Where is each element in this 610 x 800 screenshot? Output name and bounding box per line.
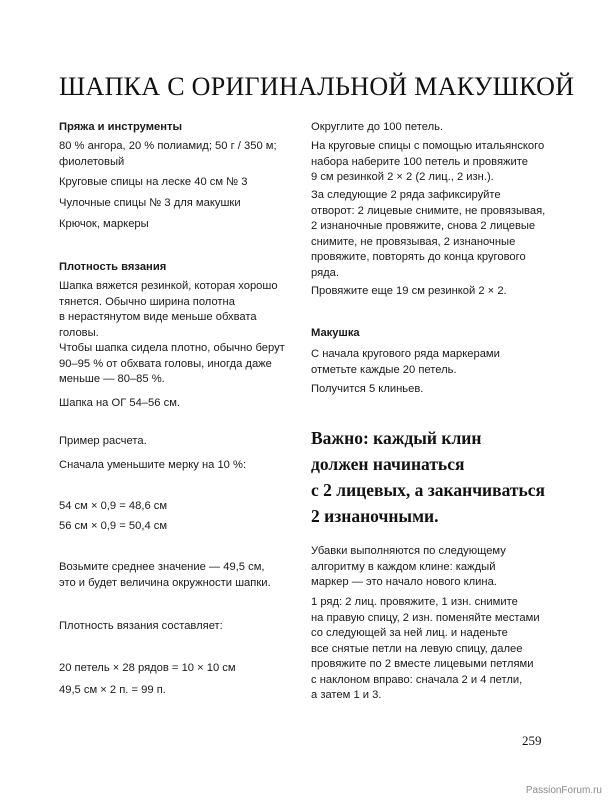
fix-edge-text: За следующие 2 ряда зафиксируйте отворот: 2 лицевые снимите, не провязывая, 2 изнаночные провяжите, снова 2 лицевые снимите, не провязывая, 2 изнаночные провяжите, повторять до конца кругового ряда. <box>311 189 546 279</box>
head-size-text: Шапка на ОГ 54–56 см. <box>59 397 180 409</box>
wedges-text: Получится 5 клиньев. <box>311 383 424 395</box>
needles-circular-text: Круговые спицы на леске 40 см № 3 <box>59 176 248 188</box>
row1-text: 1 ряд: 2 лиц. провяжите, 1 изн. снимите на правую спицу, 2 изн. поменяйте местами со следующей за ней лиц. и наденьте все снятые петли на левую спицу, далее провяжите по 2 вместе лицевыми петлями с наклоном вправо: сначала 2 и 4 петли, а затем 1 и 3. <box>311 596 540 701</box>
average-text: Возьмите среднее значение — 49,5 см, это и будет величина окружности шапки. <box>59 561 271 589</box>
gauge-value-text: 20 петель × 28 рядов = 10 × 10 см <box>59 662 236 674</box>
calc-line-2: 56 см × 0,9 = 50,4 см <box>59 520 168 532</box>
knit-more-text: Провяжите еще 19 см резинкой 2 × 2. <box>311 285 507 297</box>
crown-heading: Макушка <box>311 327 360 339</box>
example-text: Пример расчета. <box>59 435 147 447</box>
hook-text: Крючок, маркеры <box>59 218 149 230</box>
needles-dpn-text: Чулочные спицы № 3 для макушки <box>59 197 241 209</box>
calc-line-1: 54 см × 0,9 = 48,6 см <box>59 500 168 512</box>
markers-text: С начала кругового ряда маркерами отметьте каждые 20 петель. <box>311 348 500 376</box>
yarn-heading: Пряжа и инструменты <box>59 121 183 133</box>
yarn-text: 80 % ангора, 20 % полиамид; 50 г / 350 м; фиолетовый <box>59 140 277 168</box>
decreases-text: Убавки выполняются по следующему алгоритму в каждом клине: каждый маркер — это начало нового клина. <box>311 545 506 588</box>
important-callout: Важно: каждый клин должен начинаться с 2 лицевых, а заканчиваться 2 изнаночными. <box>311 428 545 526</box>
reduce-text: Сначала уменьшите мерку на 10 %: <box>59 459 247 471</box>
watermark: PassionForum.ru <box>525 785 602 796</box>
gauge-text: Шапка вяжется резинкой, которая хорошо тянется. Обычно ширина полотна в нерастянутом виде меньше обхвата головы. Чтобы шапка сидела плотно, обычно берут 90–95 % от обхвата головы, иногда даже меньше — 80–85 %. <box>59 280 285 385</box>
round-up-text: Округлите до 100 петель. <box>311 121 444 133</box>
page-title: ШАПКА С ОРИГИНАЛЬНОЙ МАКУШКОЙ <box>59 72 575 101</box>
gauge-heading: Плотность вязания <box>59 261 167 273</box>
stitch-calc-text: 49,5 см × 2 п. = 99 п. <box>59 684 166 696</box>
cast-on-text: На круговые спицы с помощью итальянского набора наберите 100 петель и провяжите 9 см резинкой 2 × 2 (2 лиц., 2 изн.). <box>311 140 545 183</box>
gauge-is-text: Плотность вязания составляет: <box>59 620 223 632</box>
page-number: 259 <box>522 733 542 748</box>
